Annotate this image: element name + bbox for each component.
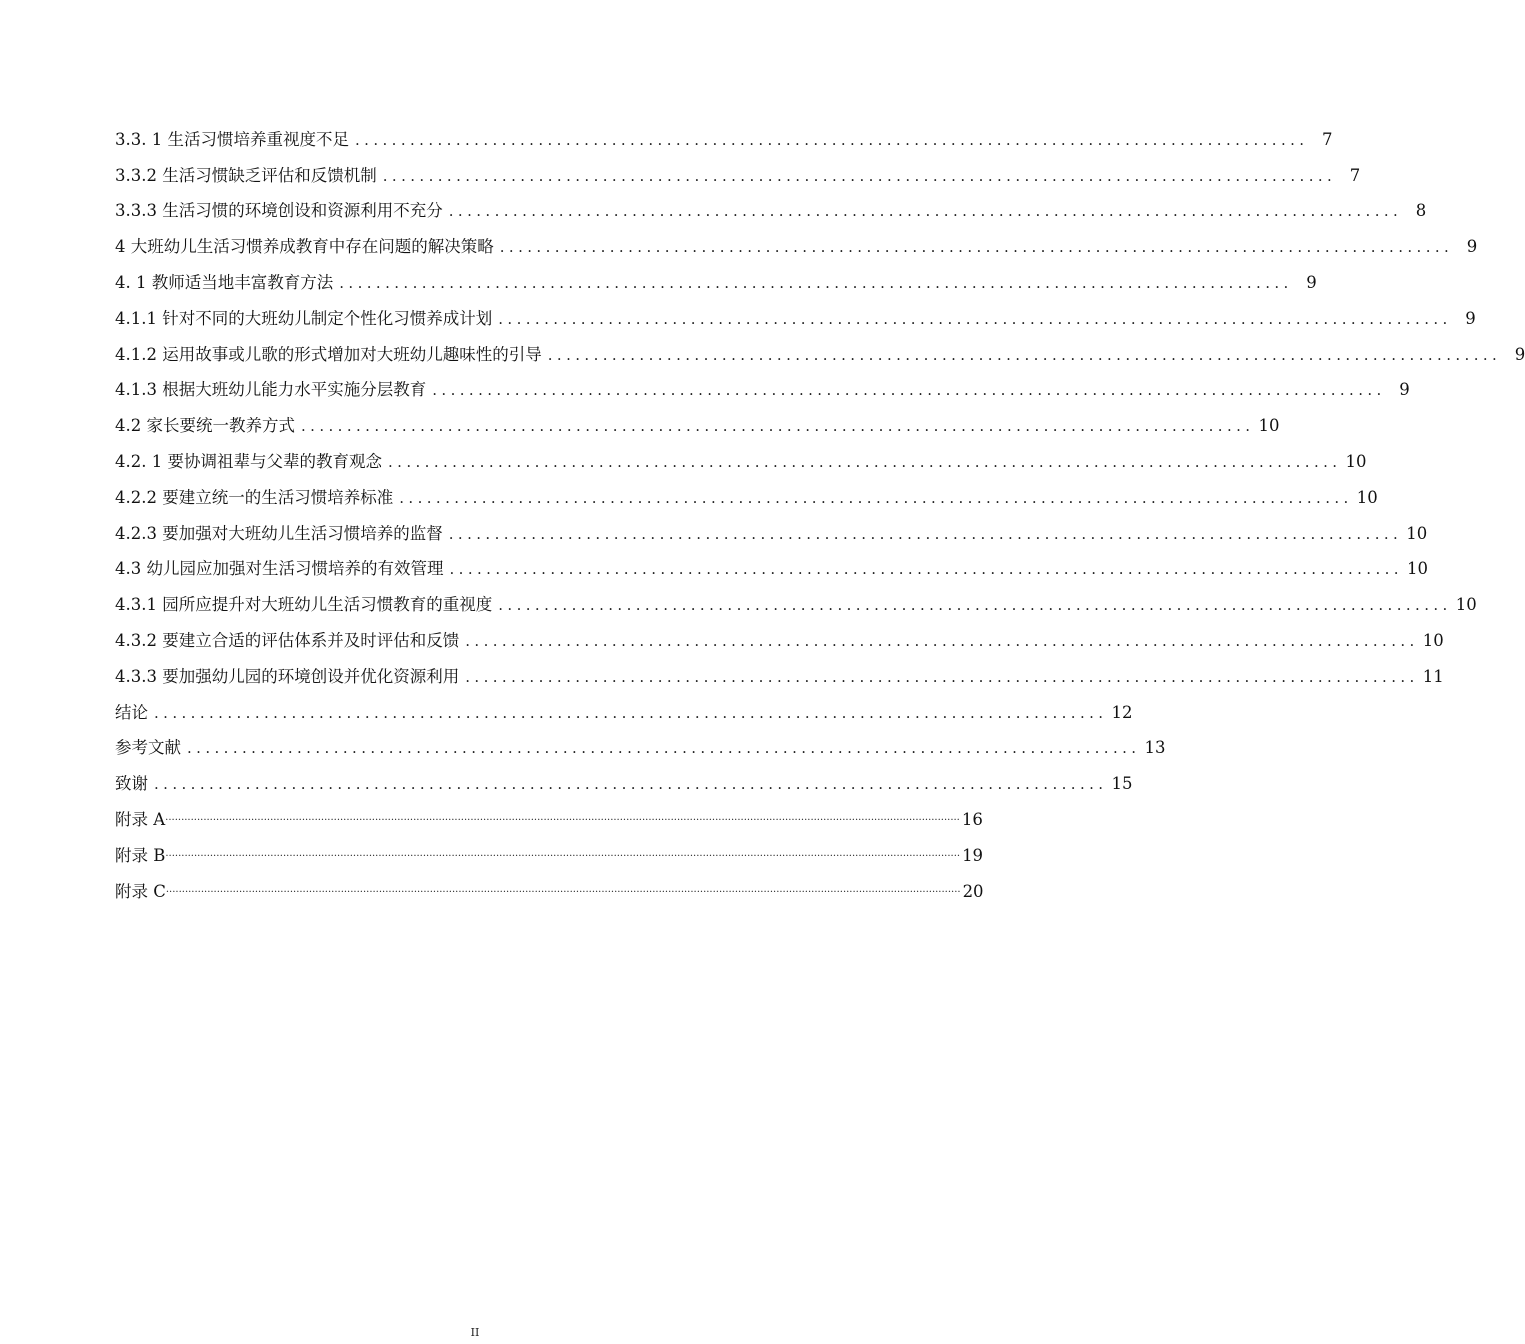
toc-entry-title: 4.2 家长要统一教养方式 [115,416,295,436]
toc-entry-page: 10 [1406,559,1428,579]
toc-entry-page: 10 [1406,523,1428,543]
toc-dot-leader: ........................................................................................................ [432,381,1386,400]
toc-entry-4-2-1[interactable] [115,436,1367,472]
toc-dot-leader: ........................................................................................................ [154,775,1108,794]
table-of-contents [115,114,1525,902]
toc-entry-title: 3.3. 1 生活习惯培养重视度不足 [115,129,349,149]
toc-entry-page: 9 [1514,344,1525,364]
toc-dot-leader: ........................................................................................................ [547,345,1502,364]
toc-dot-leader: ........................................................................................................ [465,667,1419,686]
toc-entry-title: 结论 [115,702,148,722]
toc-dot-leader: .......................................................................................................................................................................................................................................................... [165,847,961,859]
toc-entry-title: 附录 B [115,845,166,865]
toc-entry-4-1[interactable] [115,257,1317,293]
toc-dot-leader: ........................................................................................................ [498,596,1452,615]
toc-entry-4-3-1[interactable] [115,579,1477,615]
toc-entry-title: 4.3.1 园所应提升对大班幼儿生活习惯教育的重视度 [115,595,493,615]
toc-entry-page: 9 [1466,237,1478,257]
toc-dot-leader: .......................................................................................................................................................................................................................................................... [165,883,961,895]
toc-entry-4-2[interactable] [115,400,1280,436]
toc-entry-title: 4. 1 教师适当地丰富教育方法 [115,272,334,292]
toc-dot-leader: ........................................................................................................ [187,739,1141,758]
toc-entry-page: 16 [961,809,983,829]
toc-entry-title: 附录 C [115,881,166,901]
toc-entry-page: 20 [962,881,984,901]
toc-entry-references[interactable] [115,723,1166,759]
toc-entry-title: 3.3.3 生活习惯的环境创设和资源利用不充分 [115,201,443,221]
toc-entry-page: 10 [1258,416,1280,436]
toc-entry-acknowledgements[interactable] [115,758,1133,794]
toc-dot-leader: ........................................................................................................ [448,524,1403,543]
toc-entry-3-3-2[interactable] [115,150,1361,186]
toc-entry-page: 9 [1399,380,1410,400]
toc-dot-leader: ........................................................................................................ [387,452,1342,471]
toc-dot-leader: ........................................................................................................ [354,130,1309,149]
toc-entry-title: 4.2.3 要加强对大班幼儿生活习惯培养的监督 [115,523,443,543]
toc-dot-leader: ........................................................................................................ [499,238,1454,257]
toc-dot-leader: ........................................................................................................ [154,703,1108,722]
toc-entry-4-1-3[interactable] [115,365,1410,401]
toc-dot-leader: ........................................................................................................ [339,273,1293,292]
toc-entry-4-1-1[interactable] [115,293,1476,329]
toc-entry-title: 4.3 幼儿园应加强对生活习惯培养的有效管理 [115,559,444,579]
toc-entry-page: 13 [1144,738,1166,758]
toc-entry-title: 4 大班幼儿生活习惯养成教育中存在问题的解决策略 [115,237,494,257]
toc-dot-leader: ........................................................................................................ [382,166,1337,185]
toc-dot-leader: ........................................................................................................ [399,488,1353,507]
toc-entry-4-1-2[interactable] [115,329,1525,365]
toc-entry-title: 4.1.2 运用故事或儿歌的形式增加对大班幼儿趣味性的引导 [115,344,542,364]
toc-entry-3-3-3[interactable] [115,186,1427,222]
toc-entry-page: 7 [1321,129,1333,149]
toc-entry-4-3-2[interactable] [115,615,1444,651]
toc-dot-leader: ........................................................................................................ [465,631,1419,650]
toc-entry-3-3-1[interactable] [115,114,1333,150]
toc-entry-title: 4.1.1 针对不同的大班幼儿制定个性化习惯养成计划 [115,308,493,328]
toc-entry-title: 致谢 [115,774,148,794]
toc-entry-page: 12 [1111,702,1133,722]
toc-entry-title: 4.2. 1 要协调祖辈与父辈的教育观念 [115,451,382,471]
page-number: II [470,1326,480,1339]
toc-entry-title: 4.3.3 要加强幼儿园的环境创设并优化资源利用 [115,666,460,686]
toc-entry-conclusion[interactable] [115,687,1133,723]
toc-entry-4[interactable] [115,221,1478,257]
toc-entry-title: 4.2.2 要建立统一的生活习惯培养标准 [115,487,394,507]
toc-entry-appendix-b[interactable] [115,830,984,866]
toc-entry-title: 4.1.3 根据大班幼儿能力水平实施分层教育 [115,380,427,400]
toc-entry-title: 3.3.2 生活习惯缺乏评估和反馈机制 [115,165,377,185]
toc-entry-page: 15 [1111,774,1133,794]
toc-entry-4-2-3[interactable] [115,508,1428,544]
toc-entry-4-3-3[interactable] [115,651,1444,687]
toc-dot-leader: ........................................................................................................ [301,417,1255,436]
toc-dot-leader: ........................................................................................................ [498,309,1452,328]
toc-entry-page: 10 [1356,487,1378,507]
toc-entry-page: 9 [1465,308,1476,328]
toc-entry-page: 10 [1455,595,1477,615]
toc-entry-page: 7 [1349,165,1361,185]
toc-entry-page: 11 [1422,666,1444,686]
toc-entry-page: 10 [1422,630,1444,650]
toc-entry-title: 4.3.2 要建立合适的评估体系并及时评估和反馈 [115,630,460,650]
toc-dot-leader: ........................................................................................................ [448,202,1403,221]
toc-entry-4-2-2[interactable] [115,472,1378,508]
toc-entry-page: 19 [962,845,984,865]
toc-entry-appendix-c[interactable] [115,866,984,902]
toc-entry-page: 8 [1415,201,1427,221]
toc-entry-4-3[interactable] [115,544,1428,580]
toc-entry-page: 10 [1345,451,1367,471]
toc-entry-title: 参考文献 [115,738,181,758]
toc-dot-leader: ........................................................................................................ [449,560,1403,579]
toc-entry-page: 9 [1306,272,1317,292]
toc-entry-appendix-a[interactable] [115,794,983,830]
toc-dot-leader: .......................................................................................................................................................................................................................................................... [165,811,960,823]
toc-entry-title: 附录 A [115,809,166,829]
